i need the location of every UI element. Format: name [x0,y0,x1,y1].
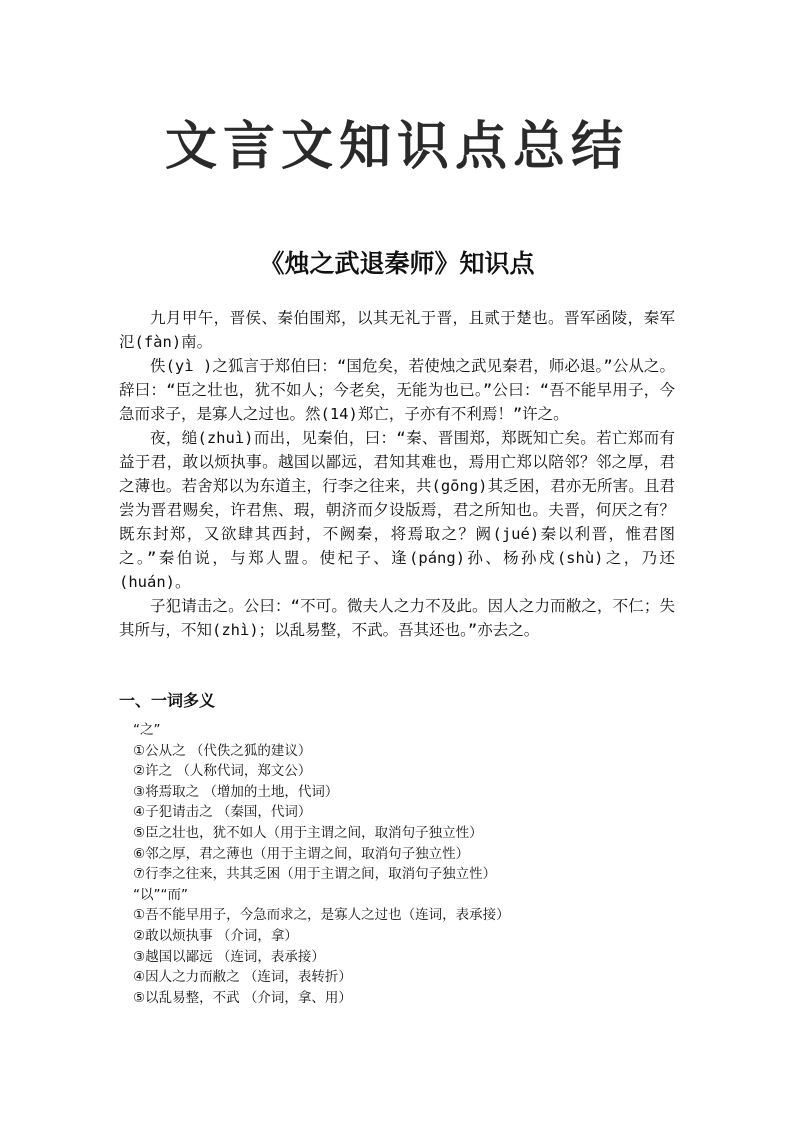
list-item: ②许之 （人称代词，郑文公） [133,763,312,780]
list-item: ①公从之 （代佚之狐的建议） [133,742,312,759]
list-item: ②敢以烦执事 （介词，拿） [133,927,298,944]
passage-paragraph: 夜，缒(zhuì)而出，见秦伯，曰：“秦、晋围郑，郑既知亡矣。若亡郑而有益于君，敢以烦执事。越国以鄙远，君知其难也，焉用亡郑以陪邻？邻之厚，君之薄也。若舍郑以为东道主，行李之往来，共(gōng)其乏困，君亦无所害。且君尝为晋君赐矣，许君焦、瑕，朝济而夕设版焉，君之所知也。夫晋，何厌之有？既东封郑，又欲肆其西封，不阙秦，将焉取之？阙(jué)秦以利晋，惟君图之。”秦伯说，与郑人盟。使杞子、逢(páng)孙、杨孙戍(shù)之，乃还(huán)。 [119,429,675,591]
list-group-label: “之” [133,722,161,738]
document-title: 文言文知识点总结 [164,116,629,177]
list-item: ⑤以乱易整，不武 （介词，拿、用） [133,989,352,1006]
list-item: ⑦行李之往来，共其乏困（用于主谓之间，取消句子独立性） [133,866,497,883]
list-item: ⑥邻之厚，君之薄也（用于主谓之间，取消句子独立性） [133,845,470,862]
list-item: ④子犯请击之 （秦国，代词） [133,804,312,821]
list-item: ③越国以鄙远 （连词，表承接） [133,948,325,965]
list-group-label: “以”“而” [133,886,188,903]
list-item: ④因人之力而敝之 （连词，表转折） [133,969,352,986]
section-one-heading: 一、一词多义 [119,691,216,710]
list-item: ⑤臣之壮也，犹不如人（用于主谓之间，取消句子独立性） [133,824,483,841]
passage-paragraph: 子犯请击之。公曰：“不可。微夫人之力不及此。因人之力而敝之，不仁；失其所与，不知(zhì)；以乱易整，不武。吾其还也。”亦去之。 [119,597,675,639]
polysemy-list [133,720,693,1008]
list-item: ①吾不能早用子，今急而求之，是寡人之过也（连词，表承接） [133,907,510,924]
list-item: ③将焉取之 （增加的土地，代词） [133,783,339,800]
passage-paragraph: 九月甲午，晋侯、秦伯围郑，以其无礼于晋，且贰于楚也。晋军函陵，秦军氾(fàn)南。 [119,309,675,351]
passage-paragraph: 佚(yì )之狐言于郑伯曰：“国危矣，若使烛之武见秦君，师必退。”公从之。辞曰：“臣之壮也，犹不如人；今老矣，无能为也已。”公曰：“吾不能早用子，今急而求子，是寡人之过也。然(14)郑亡，子亦有不利焉！”许之。 [119,357,675,423]
classical-passage [119,306,675,642]
section-title: 《烛之武退秦师》知识点 [259,249,535,278]
